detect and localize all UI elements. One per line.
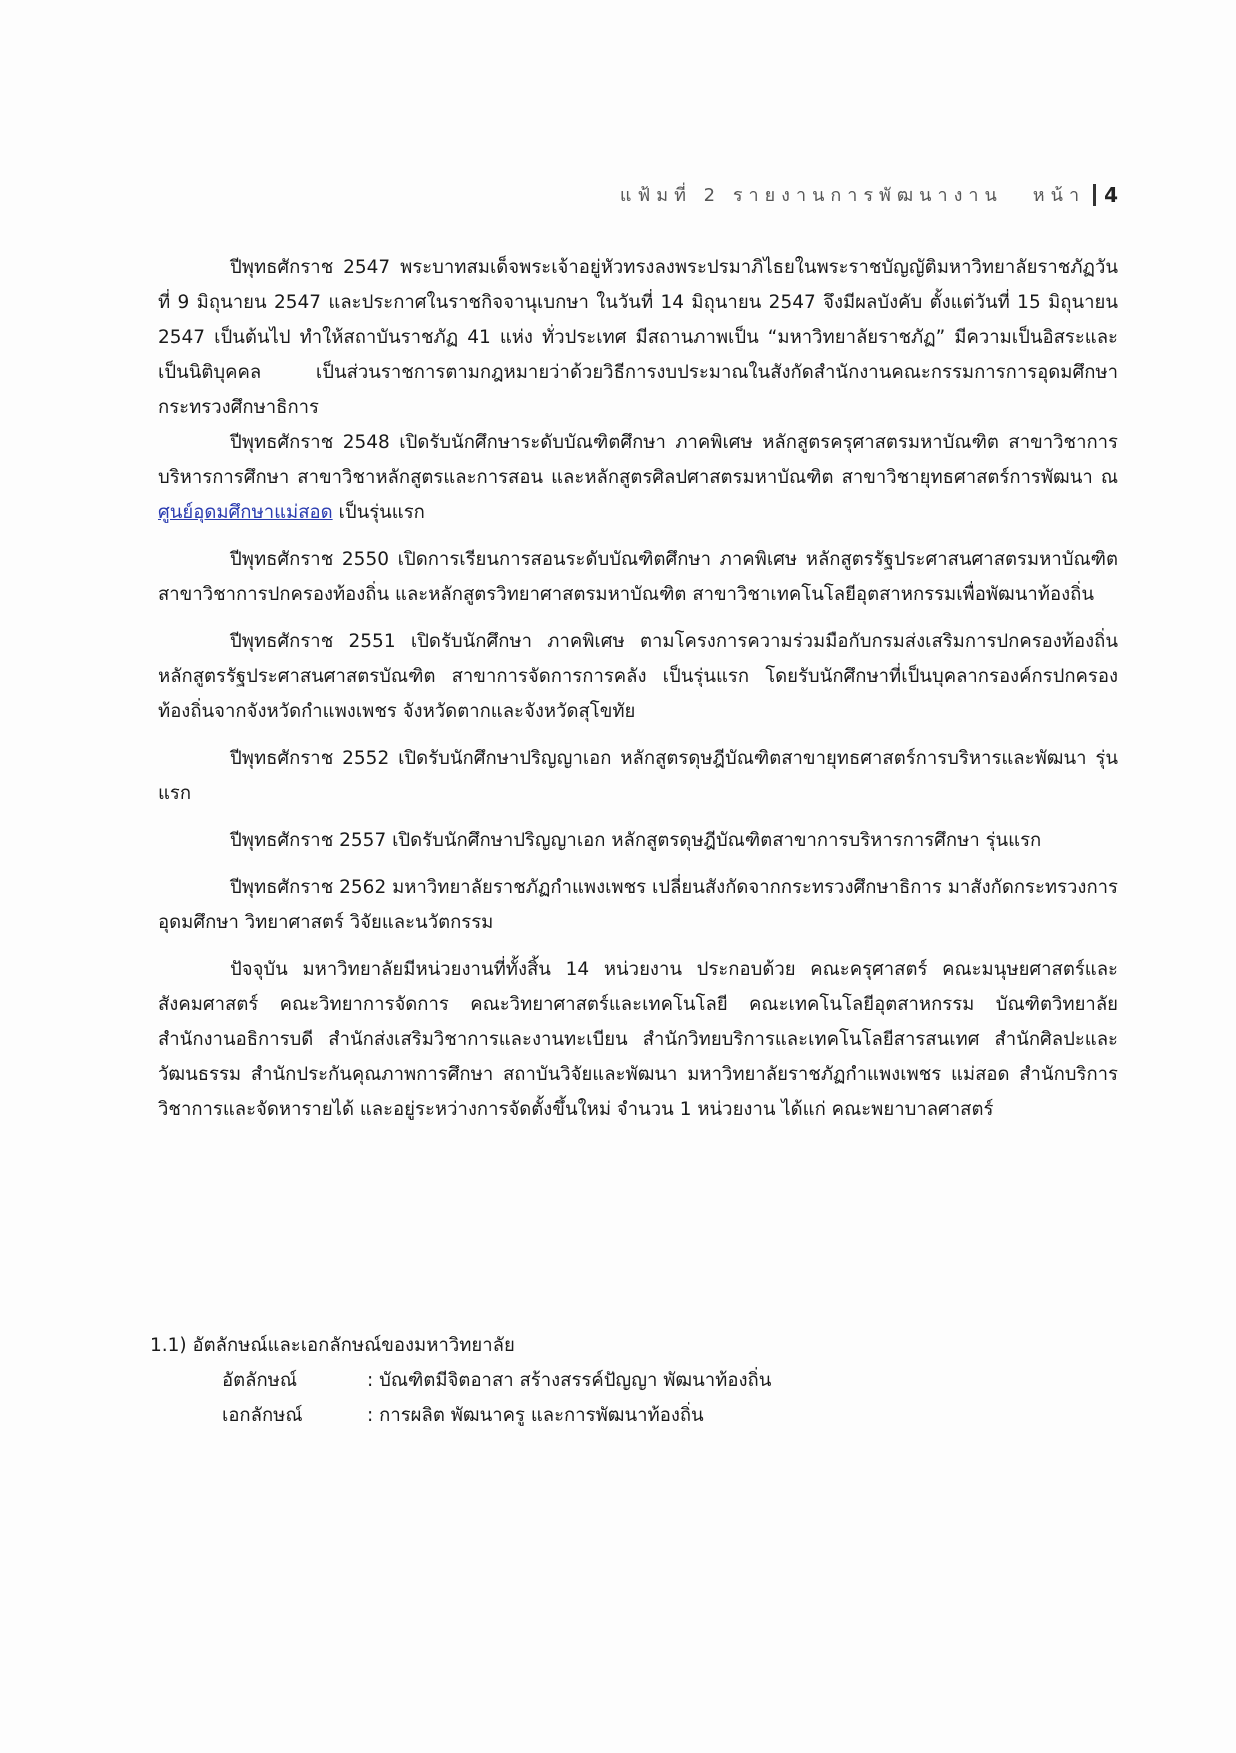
paragraph-2547: ปีพุทธศักราช 2547 พระบาทสมเด็จพระเจ้าอยู่หัวทรงลงพระปรมาภิไธยในพระราชบัญญัติมหาวิทยาลัยราชภัฏวันที่ 9 มิถุนายน 2547 และประกาศในราชกิจจานุเบกษา ในวันที่ 14 มิถุนายน 2547 จึงมีผลบังคับ ตั้งแต่วันที่ 15 มิถุนายน 2547 เป็นต้นไป ทำให้สถาบันราชภัฏ 41 แห่ง ทั่วประเทศ มีสถานภาพเป็น “มหาวิทยาลัยราชภัฏ” มีความเป็นอิสระและเป็นนิติบุคคล เป็นส่วนราชการตามกฎหมายว่าด้วยวิธีการงบประมาณในสังกัดสำนักงานคณะกรรมการการอุดมศึกษา กระทรวงศึกษาธิการ	[158, 257, 1118, 418]
page-number: 4	[1104, 182, 1118, 207]
mae-sot-center-link[interactable]: ศูนย์อุดมศึกษาแม่สอด	[158, 502, 333, 523]
header-divider	[1093, 184, 1096, 206]
page-header	[620, 180, 1118, 209]
paragraph-2557: ปีพุทธศักราช 2557 เปิดรับนักศึกษาปริญญาเอก หลักสูตรดุษฎีบัณฑิตสาขาการบริหารการศึกษา รุ่นแรก	[230, 830, 1042, 851]
paragraph-2562: ปีพุทธศักราช 2562 มหาวิทยาลัยราชภัฏกำแพงเพชร เปลี่ยนสังกัดจากกระทรวงศึกษาธิการ มาสังกัดกระทรวงการอุดมศึกษา วิทยาศาสตร์ วิจัยและนวัตกรรม	[158, 877, 1118, 933]
uniqueness-value: : การผลิต พัฒนาครู และการพัฒนาท้องถิ่น	[367, 1405, 704, 1426]
identity-row	[150, 1363, 771, 1398]
header-page-label: หน้า	[1032, 185, 1086, 206]
header-title: แฟ้มที่ 2 รายงานการพัฒนางาน	[619, 185, 1003, 206]
document-body	[158, 250, 1118, 1127]
uniqueness-label: เอกลักษณ์	[222, 1405, 303, 1426]
identity-label: อัตลักษณ์	[222, 1370, 298, 1391]
paragraph-current: ปัจจุบัน มหาวิทยาลัยมีหน่วยงานที่ทั้งสิ้น 14 หน่วยงาน ประกอบด้วย คณะครุศาสตร์ คณะมนุษยศาสตร์และสังคมศาสตร์ คณะวิทยาการจัดการ คณะวิทยาศาสตร์และเทคโนโลยี คณะเทคโนโลยีอุตสาหกรรม บัณฑิตวิทยาลัย สำนักงานอธิการบดี สำนักส่งเสริมวิชาการและงานทะเบียน สำนักวิทยบริการและเทคโนโลยีสารสนเทศ สำนักศิลปะและวัฒนธรรม สำนักประกันคุณภาพการศึกษา สถาบันวิจัยและพัฒนา มหาวิทยาลัยราชภัฏกำแพงเพชร แม่สอด สำนักบริการวิชาการและจัดหารายได้ และอยู่ระหว่างการจัดตั้งขึ้นใหม่ จำนวน 1 หน่วยงาน ได้แก่ คณะพยาบาลศาสตร์	[158, 959, 1118, 1120]
paragraph-2550: ปีพุทธศักราช 2550 เปิดการเรียนการสอนระดับบัณฑิตศึกษา ภาคพิเศษ หลักสูตรรัฐประศาสนศาสตรมหาบัณฑิต สาขาวิชาการปกครองท้องถิ่น และหลักสูตรวิทยาศาสตรมหาบัณฑิต สาขาวิชาเทคโนโลยีอุตสาหกรรมเพื่อพัฒนาท้องถิ่น	[158, 549, 1118, 605]
paragraph-2548	[158, 425, 1118, 530]
paragraph-2548-text-after: เป็นรุ่นแรก	[332, 502, 425, 523]
uniqueness-row	[150, 1398, 771, 1433]
section-heading: 1.1) อัตลักษณ์และเอกลักษณ์ของมหาวิทยาลัย	[150, 1335, 515, 1356]
identity-value: : บัณฑิตมีจิตอาสา สร้างสรรค์ปัญญา พัฒนาท้องถิ่น	[367, 1370, 772, 1391]
paragraph-2551: ปีพุทธศักราช 2551 เปิดรับนักศึกษา ภาคพิเศษ ตามโครงการความร่วมมือกับกรมส่งเสริมการปกครองท้องถิ่น หลักสูตรรัฐประศาสนศาสตรบัณฑิต สาขาการจัดการการคลัง เป็นรุ่นแรก โดยรับนักศึกษาที่เป็นบุคลากรองค์กรปกครองท้องถิ่นจากจังหวัดกำแพงเพชร จังหวัดตากและจังหวัดสุโขทัย	[158, 631, 1118, 722]
paragraph-2552: ปีพุทธศักราช 2552 เปิดรับนักศึกษาปริญญาเอก หลักสูตรดุษฎีบัณฑิตสาขายุทธศาสตร์การบริหารและพัฒนา รุ่นแรก	[158, 748, 1118, 804]
paragraph-2548-text-before: ปีพุทธศักราช 2548 เปิดรับนักศึกษาระดับบัณฑิตศึกษา ภาคพิเศษ หลักสูตรครุศาสตรมหาบัณฑิต สาขาวิชาการบริหารการศึกษา สาขาวิชาหลักสูตรและการสอน และหลักสูตรศิลปศาสตรมหาบัณฑิต สาขาวิชายุทธศาสตร์การพัฒนา ณ	[158, 432, 1118, 488]
identity-section	[150, 1328, 771, 1433]
